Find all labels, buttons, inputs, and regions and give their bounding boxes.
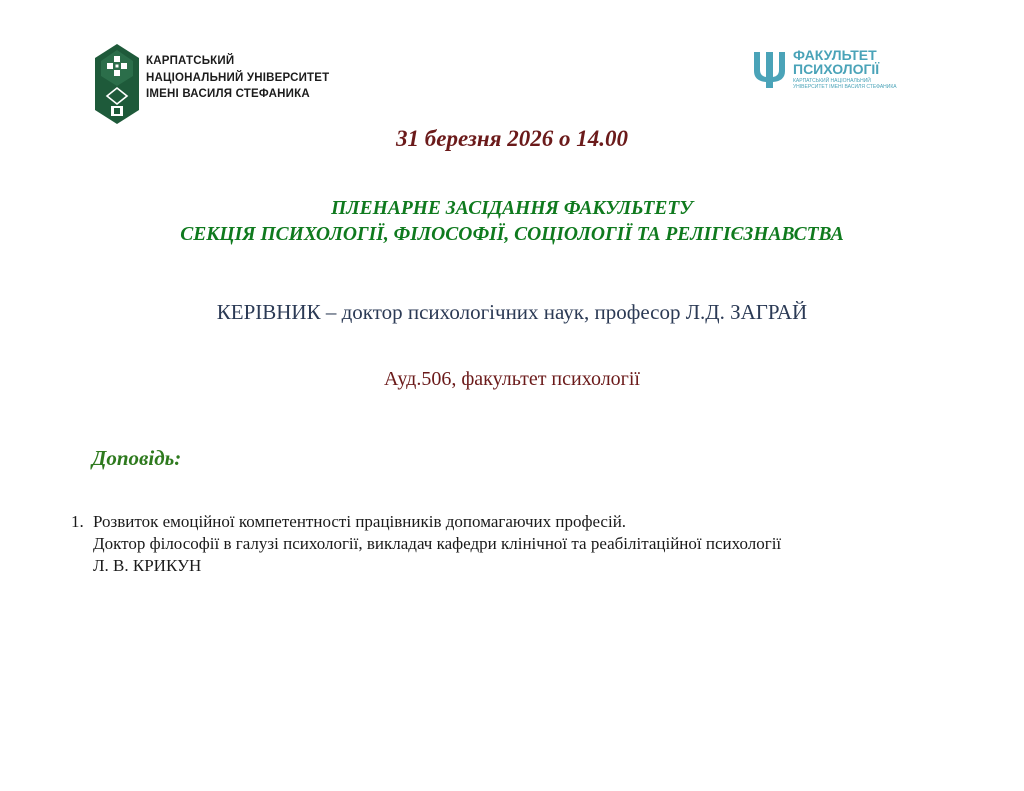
reports-heading: Доповідь: — [92, 446, 182, 470]
university-name-line: НАЦІОНАЛЬНИЙ УНІВЕРСИТЕТ — [146, 71, 330, 84]
event-date: 31 березня 2026 о 14.00 — [396, 126, 628, 151]
plenary-heading — [0, 196, 1024, 248]
reports-list — [71, 511, 971, 577]
event-room: Ауд.506, факультет психології — [383, 368, 640, 390]
faculty-subtitle-line: УНІВЕРСИТЕТ ІМЕНІ ВАСИЛЯ СТЕФАНИКА — [793, 84, 897, 90]
faculty-logo — [751, 48, 911, 94]
list-item — [71, 511, 971, 577]
plenary-heading-line: СЕКЦІЯ ПСИХОЛОГІЇ, ФІЛОСОФІЇ, СОЦІОЛОГІЇ ТА РЕЛІГІЄЗНАВСТВА — [180, 224, 844, 245]
faculty-subtitle — [793, 78, 897, 90]
university-name-line: ІМЕНІ ВАСИЛЯ СТЕФАНИКА — [146, 88, 310, 100]
faculty-subtitle-line: КАРПАТСЬКИЙ НАЦІОНАЛЬНИЙ — [793, 78, 871, 84]
university-name — [146, 53, 329, 103]
faculty-title-line: ПСИХОЛОГІЇ — [793, 61, 880, 77]
faculty-title-line: ФАКУЛЬТЕТ — [793, 47, 877, 63]
report-number: 1. — [71, 512, 84, 531]
faculty-title — [793, 48, 879, 76]
report-title: Розвиток емоційної компетентності працівників допомагаючих професій. — [93, 512, 627, 531]
report-author-name: Л. В. КРИКУН — [93, 556, 202, 575]
psi-emblem-icon — [751, 50, 788, 90]
university-name-line: КАРПАТСЬКИЙ — [146, 55, 235, 67]
section-head: КЕРІВНИК – доктор психологічних наук, професор Л.Д. ЗАГРАЙ — [216, 300, 808, 324]
report-author-position: Доктор філософії в галузі психології, викладач кафедри клінічної та реабілітаційної психології — [93, 534, 782, 553]
plenary-heading-line: ПЛЕНАРНЕ ЗАСІДАННЯ ФАКУЛЬТЕТУ — [331, 198, 693, 219]
university-logo — [95, 44, 355, 126]
university-shield-emblem-icon — [95, 44, 139, 124]
